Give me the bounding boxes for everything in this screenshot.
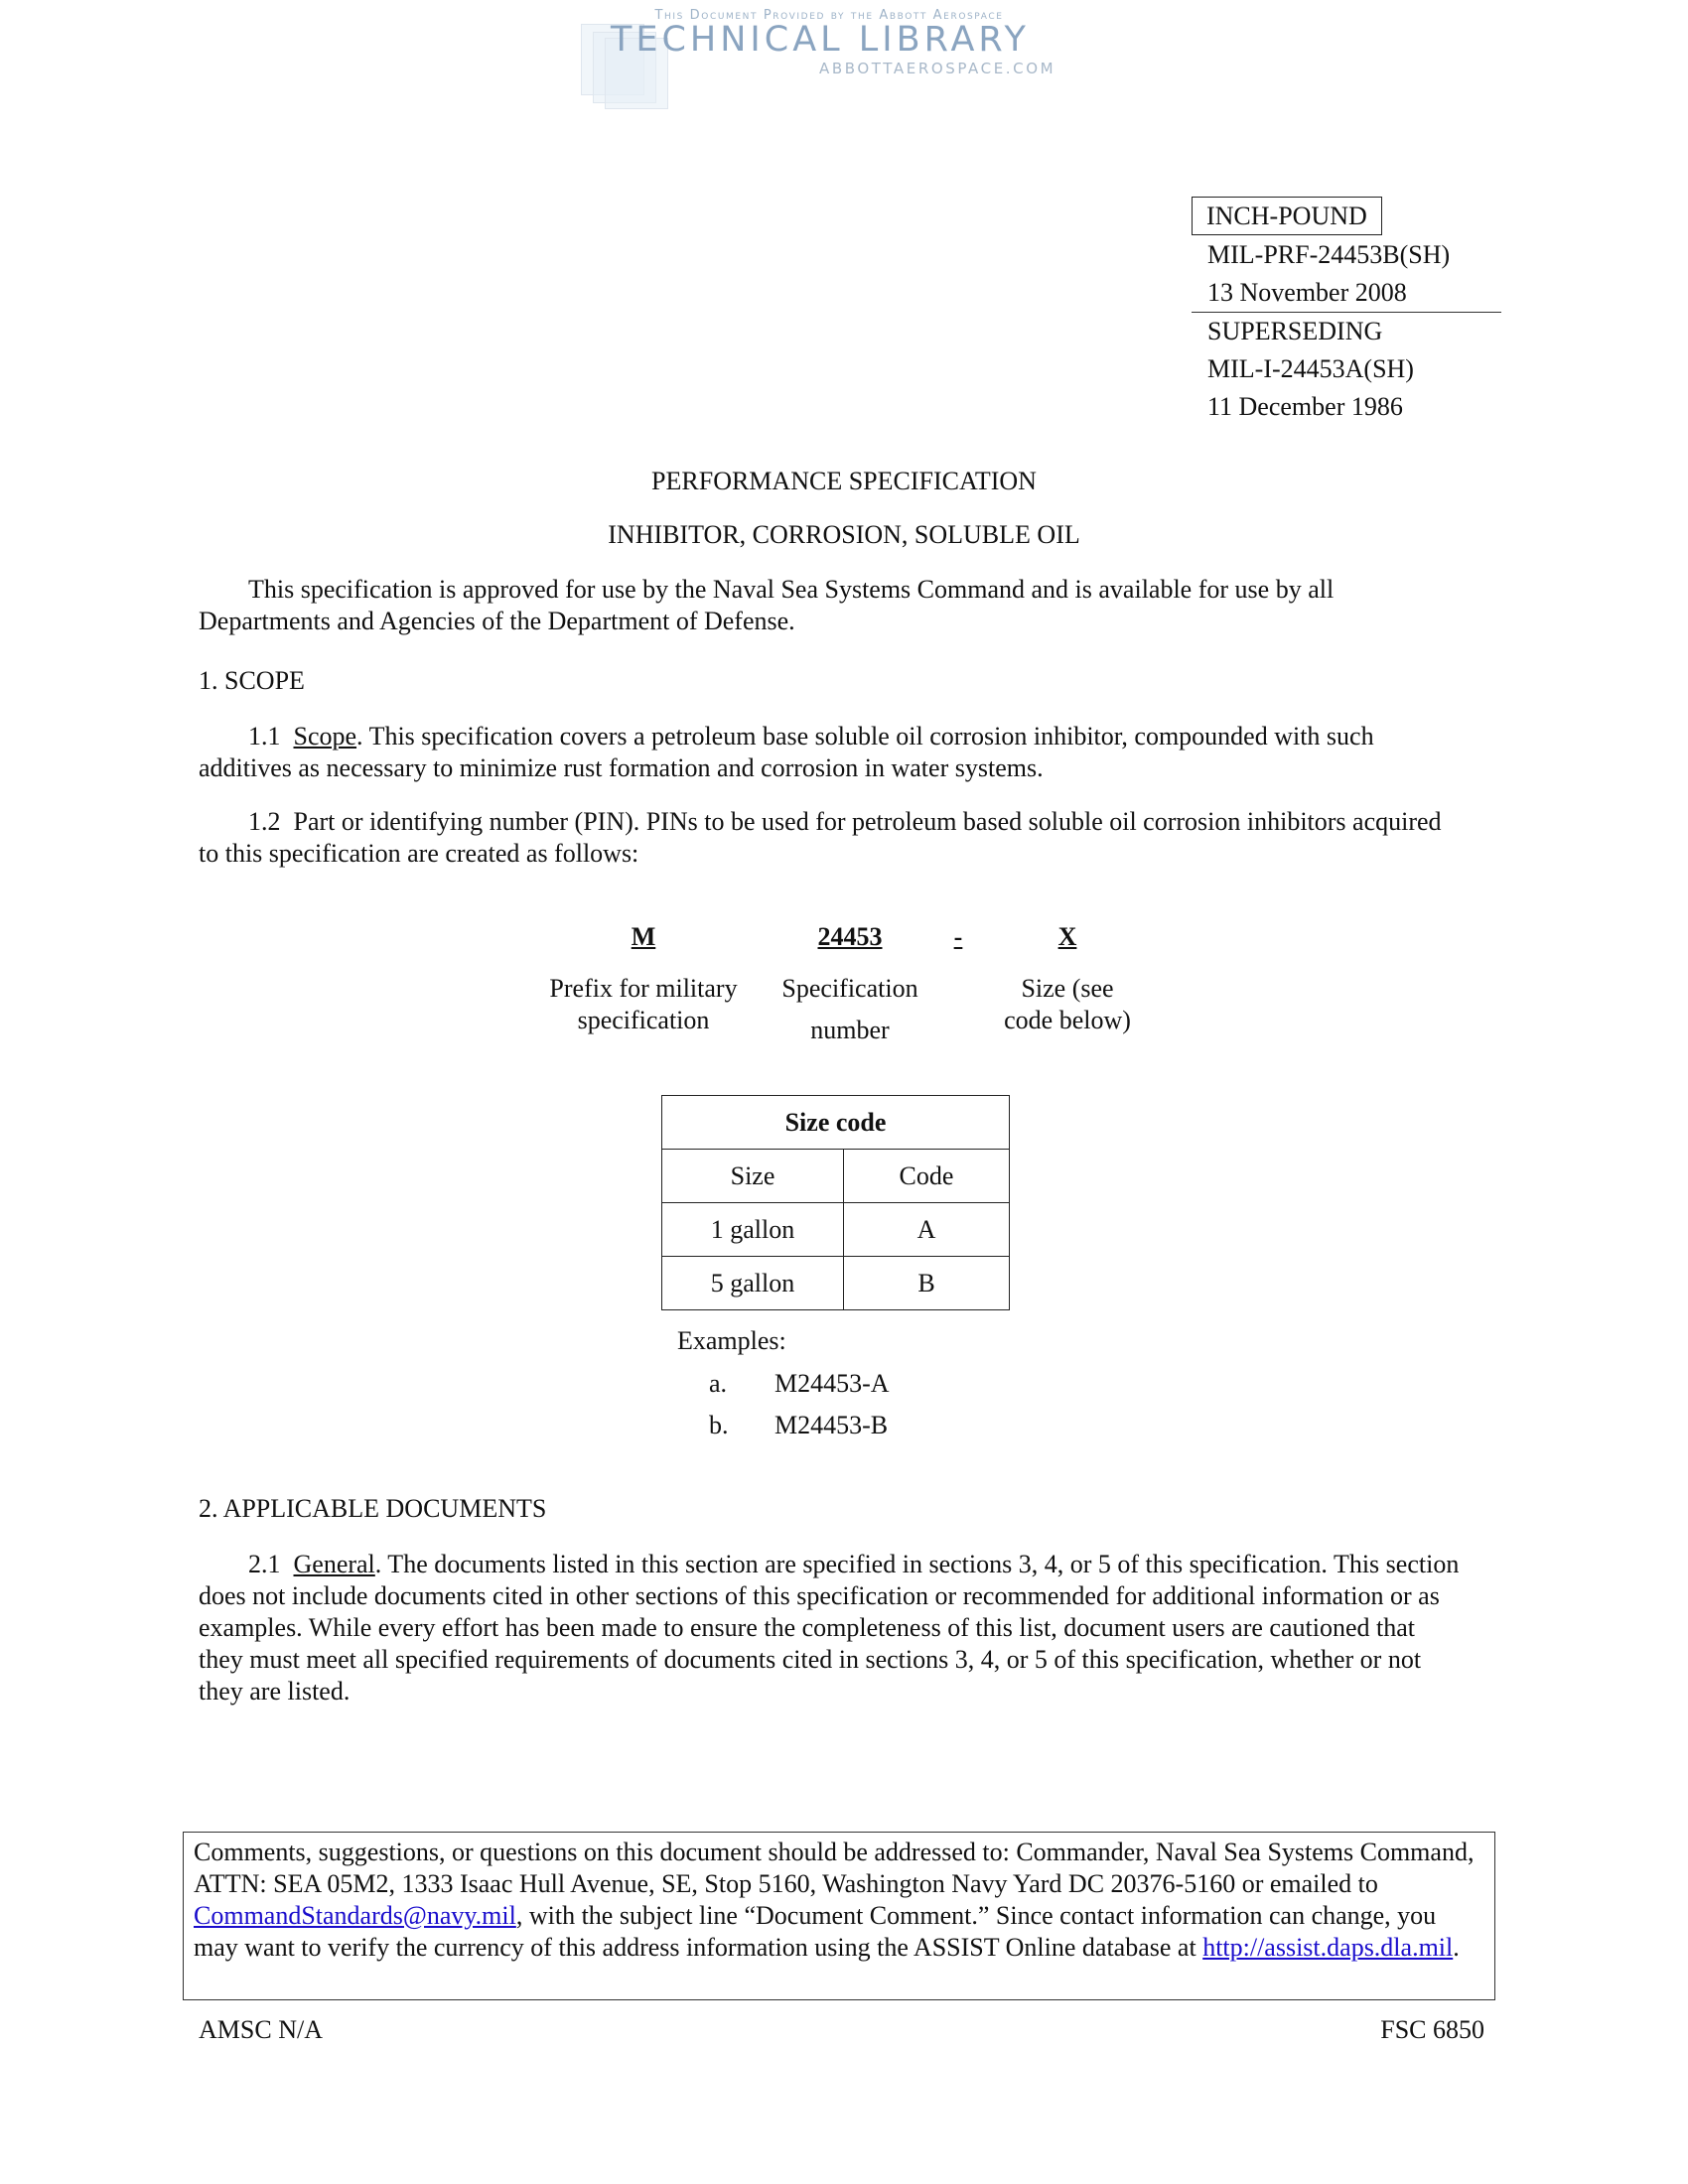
comments-box: Comments, suggestions, or questions on this document should be addressed to: Commander, Naval Sea Systems Command, ATTN: SEA 05M2, 1333 Isaac Hull Avenue, SE, Stop 5160, Washington Navy Yard DC 20376-5160 or emailed to CommandStandards@navy.mil, with the subject line “Document Comment.” Since contact information can change, you may want to verify the currency of this address information using the ASSIST Online database at http://assist.daps.dla.mil. bbox=[183, 1832, 1495, 2000]
example-marker: a. bbox=[709, 1369, 728, 1398]
pin-symbol: M bbox=[631, 922, 656, 951]
code-cell: B bbox=[844, 1257, 1010, 1310]
general-number: 2.1 bbox=[248, 1550, 281, 1578]
general-title: General bbox=[293, 1550, 375, 1578]
table-row bbox=[662, 1257, 1010, 1310]
pin-label: Prefix for military specification bbox=[549, 974, 738, 1034]
pin-paragraph bbox=[199, 806, 1465, 870]
email-link[interactable]: CommandStandards@navy.mil bbox=[194, 1901, 516, 1930]
pin-part-size bbox=[983, 921, 1152, 1036]
scope-title: Scope bbox=[293, 722, 357, 751]
watermark-title: TECHNICAL LIBRARY bbox=[611, 20, 1030, 60]
general-text: . The documents listed in this section are specified in sections 3, 4, or 5 of this specification. This section does not include documents cited in other sections of this specification or recommended for additional information or as examples. While every effort has been made to ensure the completeness of this list, document users are cautioned that they must meet all specified requirements of documents cited in sections 3, 4, or 5 of this specification, whether or not they are listed. bbox=[199, 1550, 1460, 1706]
document-type-title: PERFORMANCE SPECIFICATION bbox=[651, 467, 1037, 495]
approval-paragraph: This specification is approved for use by the Naval Sea Systems Command and is available for use by all Departments and Agencies of the Department of Defense. bbox=[199, 575, 1335, 635]
pin-symbol: X bbox=[1057, 922, 1077, 951]
assist-url-link[interactable]: http://assist.daps.dla.mil bbox=[1202, 1933, 1454, 1962]
example-value: M24453-B bbox=[774, 1411, 889, 1439]
example-marker: b. bbox=[709, 1411, 729, 1439]
table-caption: Size code bbox=[662, 1096, 1010, 1150]
pin-label: Specification number bbox=[781, 974, 918, 1044]
scope-number: 1.1 bbox=[248, 722, 281, 751]
size-cell: 5 gallon bbox=[662, 1257, 844, 1310]
scope-paragraph bbox=[199, 721, 1465, 784]
watermark-line1: This Document Provided by the Abbott Aerospace bbox=[654, 8, 1004, 23]
pin-number: 1.2 bbox=[248, 807, 281, 836]
section2-heading: 2. APPLICABLE DOCUMENTS bbox=[199, 1494, 547, 1523]
section1-heading: 1. SCOPE bbox=[199, 666, 305, 695]
pin-symbol: 24453 bbox=[817, 922, 883, 951]
pin-label: Size (see code below) bbox=[1004, 974, 1131, 1034]
watermark-url: ABBOTTAEROSPACE.COM bbox=[819, 60, 1056, 77]
column-header-code: Code bbox=[844, 1150, 1010, 1203]
comments-text: Comments, suggestions, or questions on this document should be addressed to: Commander, Naval Sea Systems Command, ATTN: SEA 05M2, 1333 Isaac Hull Avenue, SE, Stop 5160, Washington Navy Yard DC 20376-5160 or emailed to bbox=[194, 1838, 1475, 1898]
fsc-label: FSC 6850 bbox=[1380, 2015, 1484, 2044]
amsc-label: AMSC N/A bbox=[199, 2015, 323, 2044]
pin-part-spec-number bbox=[765, 921, 935, 1046]
size-cell: 1 gallon bbox=[662, 1203, 844, 1257]
document-subject-title: INHIBITOR, CORROSION, SOLUBLE OIL bbox=[608, 520, 1080, 549]
document-identifier-block bbox=[1192, 197, 1501, 426]
example-item bbox=[709, 1368, 890, 1400]
example-value: M24453-A bbox=[774, 1369, 890, 1398]
doc-number: MIL-PRF-24453B(SH) bbox=[1207, 240, 1451, 269]
units-badge: INCH-POUND bbox=[1192, 197, 1382, 235]
general-paragraph bbox=[199, 1549, 1465, 1707]
watermark-logo bbox=[571, 4, 1087, 113]
table-row bbox=[662, 1203, 1010, 1257]
superseded-number: MIL-I-24453A(SH) bbox=[1207, 354, 1414, 383]
table-caption-row bbox=[662, 1096, 1010, 1150]
comments-text: , with the subject line “Document Comment.” Since contact information can change, you may want to verify the currency of this address information using the ASSIST Online database at bbox=[194, 1901, 1437, 1962]
size-code-table bbox=[661, 1095, 1010, 1310]
pin-text: Part or identifying number (PIN). PINs to be used for petroleum based soluble oil corrosion inhibitors acquired to this specification are created as follows: bbox=[199, 807, 1442, 868]
column-header-size: Size bbox=[662, 1150, 844, 1203]
superseding-label: SUPERSEDING bbox=[1207, 317, 1383, 345]
table-header-row bbox=[662, 1150, 1010, 1203]
pin-symbol: - bbox=[953, 922, 963, 951]
pin-part-prefix bbox=[526, 921, 761, 1036]
superseded-date: 11 December 1986 bbox=[1207, 392, 1403, 421]
doc-date: 13 November 2008 bbox=[1192, 274, 1501, 313]
example-item bbox=[709, 1410, 888, 1441]
pin-part-dash bbox=[943, 921, 973, 953]
scope-text: . This specification covers a petroleum base soluble oil corrosion inhibitor, compounded with such additives as necessary to minimize rust formation and corrosion in water systems. bbox=[199, 722, 1374, 782]
examples-label: Examples: bbox=[677, 1326, 786, 1355]
code-cell: A bbox=[844, 1203, 1010, 1257]
